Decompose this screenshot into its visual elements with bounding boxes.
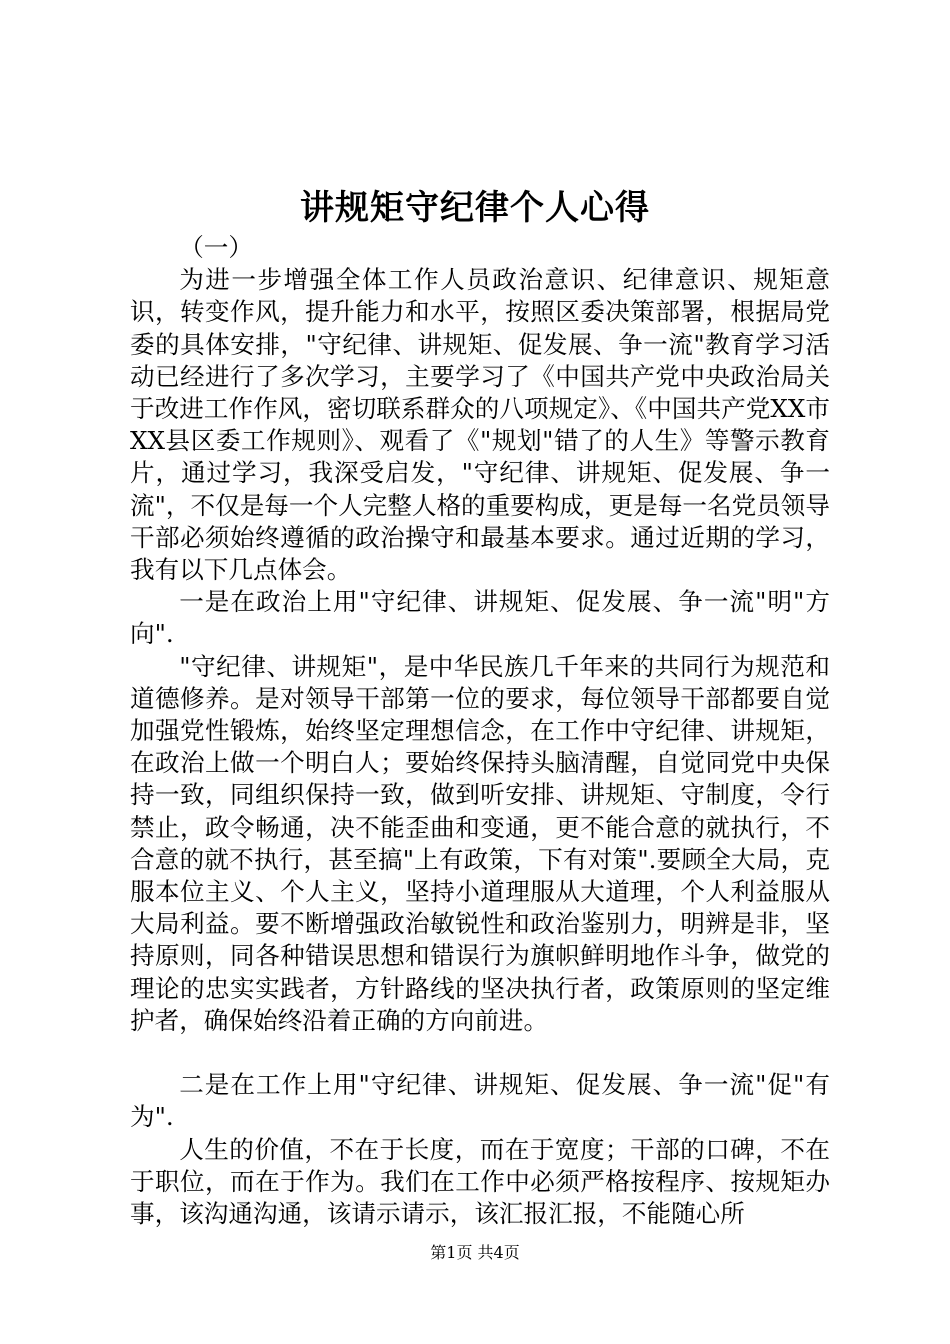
document-title: 讲规矩守纪律个人心得 [300, 188, 650, 228]
paragraph-point-two-heading: 二是在工作上用"守纪律、讲规矩、促发展、争一流"促"有为". [130, 1070, 830, 1132]
paragraph-point-one-heading: 一是在政治上用"守纪律、讲规矩、促发展、争一流"明"方向". [130, 587, 830, 649]
paragraph-gap [130, 1037, 830, 1069]
section-label: （一） [179, 233, 253, 262]
paragraph-point-two-body: 人生的价值，不在于长度，而在于宽度；干部的口碑，不在于职位，而在于作为。我们在工作中必须严格按程序、按规矩办事，该沟通沟通，该请示请示，该汇报汇报，不能随心所 [130, 1134, 830, 1229]
paragraph-intro: 为进一步增强全体工作人员政治意识、纪律意识、规矩意识，转变作风，提升能力和水平，按照区委决策部署，根据局党委的具体安排，"守纪律、讲规矩、促发展、争一流"教育学习活动已经进行了多次学习，主要学习了《中国共产党中央政治局关于改进工作作风，密切联系群众的八项规定》、《中国共产党XX市XX县区委工作规则》、观看了《"规划"错了的人生》等警示教育片，通过学习，我深受启发，"守纪律、讲规矩、促发展、争一流"，不仅是每一个人完整人格的重要构成，更是每一名党员领导干部必须始终遵循的政治操守和最基本要求。通过近期的学习，我有以下几点体会。 [130, 265, 830, 585]
page-footer: 第1页 共4页 [430, 1243, 520, 1262]
paragraph-point-one-body: "守纪律、讲规矩"，是中华民族几千年来的共同行为规范和道德修养。是对领导干部第一位的要求，每位领导干部都要自觉加强党性锻炼，始终坚定理想信念，在工作中守纪律、讲规矩，在政治上做一个明白人；要始终保持头脑清醒，自觉同党中央保持一致，同组织保持一致，做到听安排、讲规矩、守制度，令行禁止，政令畅通，决不能歪曲和变通，更不能合意的就执行，不合意的就不执行，甚至搞"上有政策，下有对策".要顾全大局，克服本位主义、个人主义，坚持小道理服从大道理，个人利益服从大局利益。要不断增强政治敏锐性和政治鉴别力，明辨是非，坚持原则，同各种错误思想和错误行为旗帜鲜明地作斗争，做党的理论的忠实实践者，方针路线的坚决执行者，政策原则的坚定维护者，确保始终沿着正确的方向前进。 [130, 651, 830, 1035]
document-body [130, 232, 830, 1230]
